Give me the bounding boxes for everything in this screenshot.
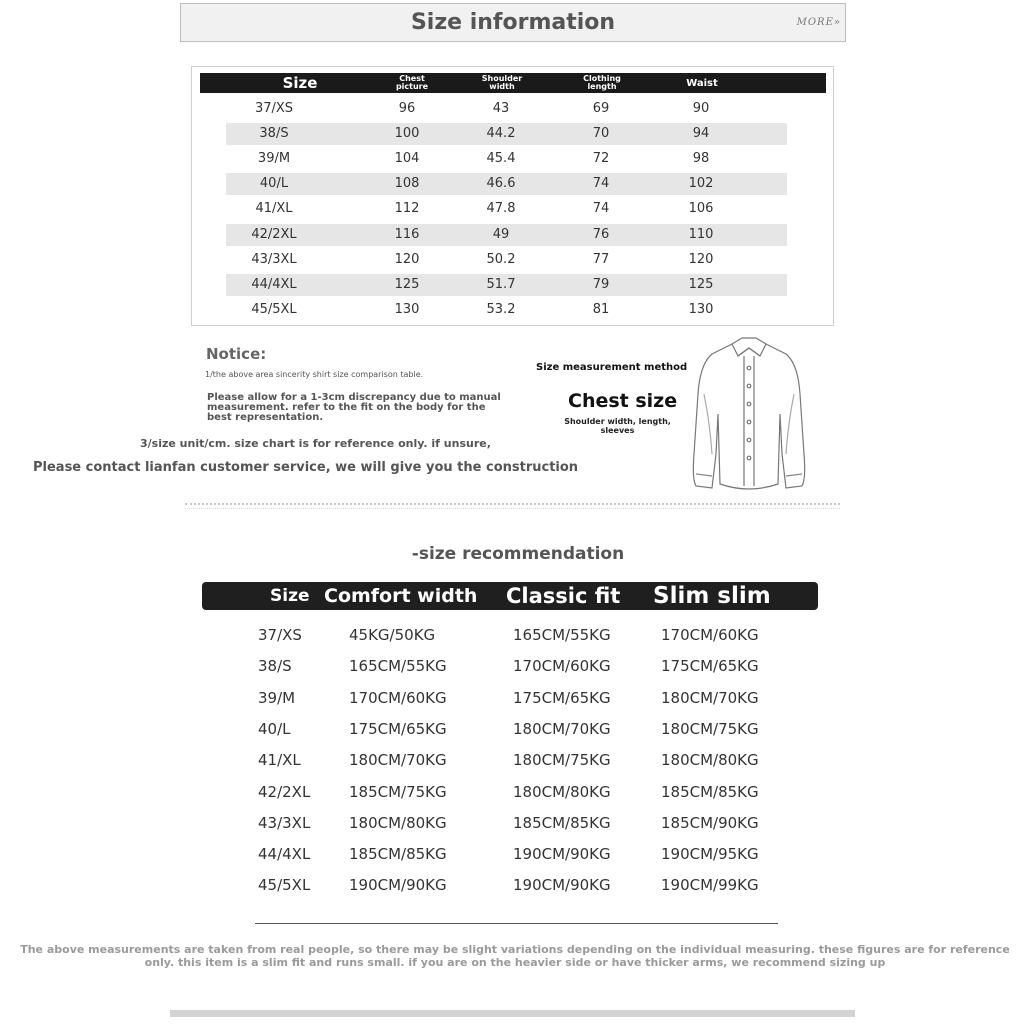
size-cell: 74 [592,201,610,217]
shirt-outline-icon [684,334,814,500]
rec-value-cell: 165CM/55KG [349,657,447,676]
size-cell: 90 [692,101,710,116]
size-cell: 49 [492,226,510,242]
rec-value-cell: 185CM/85KG [349,845,447,864]
notice-line-4: Please contact lianfan customer service, we will give you the construction [33,460,579,475]
size-cell: 45.4 [486,151,516,167]
rec-size-cell: 43/3XL [258,813,311,832]
rec-header-slim: Slim slim [653,583,771,609]
size-cell: 79 [592,276,610,292]
header-chest-line1: Chest [399,74,425,83]
rec-value-cell: 175CM/65KG [661,657,759,676]
size-cell: 43 [492,101,510,116]
rec-value-cell: 180CM/80KG [661,751,759,770]
size-cell: 125 [688,276,714,292]
size-row [226,249,787,271]
page-title: Size information [410,10,616,35]
rec-value-cell: 170CM/60KG [661,626,759,644]
rec-value-cell: 180CM/80KG [513,782,611,801]
measurement-subtitle: Shoulder width, length, sleeves [564,417,671,435]
rec-value-cell: 180CM/70KG [661,688,759,707]
rec-value-cell: 190CM/95KG [661,845,759,864]
size-row [226,198,787,220]
size-cell: 47.8 [486,201,516,217]
size-cell: 70 [592,126,610,142]
header-length-line1: Clothing [583,74,621,83]
rec-value-cell: 185CM/90KG [661,813,759,832]
rec-value-cell: 180CM/75KG [513,751,611,770]
size-cell: 72 [592,151,610,167]
rec-size-cell: 42/2XL [258,782,311,801]
footer-note: The above measurements are taken from real people, so there may be slight variations depending on the individual measuring. these figures are for reference only. this item is a slim fit and runs small. if you are on the heavier side or have thicker arms, we recommend sizing up [20,943,1010,969]
rec-header-size: Size [270,586,310,606]
rec-value-cell: 190CM/99KG [661,876,759,895]
header-shoulder [462,73,542,93]
rec-size-cell: 40/L [258,719,291,738]
rec-value-cell: 45KG/50KG [349,626,436,644]
size-cell: 120 [688,251,714,267]
size-cell: 94 [692,126,710,142]
size-cell: 50.2 [486,251,516,267]
size-cell: 42/2XL [251,226,297,242]
rec-size-cell: 45/5XL [258,876,311,895]
size-cell: 41/XL [255,201,293,217]
size-cell: 98 [692,151,710,167]
size-row [226,123,787,145]
recommendation-title: -size recommendation [411,544,625,564]
header-chest-line2: picture [395,82,429,91]
size-cell: 125 [394,276,420,292]
chest-size-label: Chest size [568,390,678,412]
size-cell: 45/5XL [251,301,297,317]
size-cell: 39/M [257,151,291,167]
rec-header-comfort: Comfort width [324,585,478,607]
header-waist: Waist [686,77,718,89]
recommendation-rule [255,923,778,924]
size-cell: 77 [592,251,610,267]
header-banner [180,3,846,42]
header-length-line2: length [587,82,617,91]
header-size: Size [282,74,318,92]
header-shoulder-line2: width [489,82,515,91]
size-cell: 130 [688,301,714,317]
size-row [226,173,787,195]
rec-header-classic: Classic fit [506,584,621,608]
size-cell: 37/XS [254,101,294,116]
size-chart-panel [191,66,834,326]
rec-value-cell: 175CM/65KG [513,688,611,707]
size-cell: 40/L [259,176,289,192]
rec-value-cell: 185CM/75KG [349,782,447,801]
recommendation-header [202,582,818,610]
size-cell: 44/4XL [251,276,297,292]
header-chest [372,73,452,93]
rec-size-cell: 41/XL [258,751,301,770]
size-row [226,148,787,170]
rec-value-cell: 180CM/70KG [349,751,447,770]
size-cell: 46.6 [486,176,516,192]
footer-bar [170,1010,855,1017]
size-cell: 76 [592,226,610,242]
size-chart-header [200,73,826,93]
size-row [226,98,787,120]
rec-size-cell: 44/4XL [258,845,311,864]
size-cell: 110 [688,226,714,242]
rec-value-cell: 185CM/85KG [661,782,759,801]
size-cell: 112 [394,201,420,217]
header-shoulder-line1: Shoulder [481,74,523,83]
size-cell: 51.7 [486,276,516,292]
more-link[interactable]: MORE» [796,17,841,28]
notice-title: Notice: [206,345,267,363]
size-cell: 102 [688,176,714,192]
rec-value-cell: 180CM/80KG [349,813,447,832]
notice-line-1: 1/the above area sincerity shirt size comparison table. [205,370,424,379]
rec-value-cell: 190CM/90KG [349,876,447,895]
rec-value-cell: 180CM/70KG [513,719,611,738]
size-row [226,224,787,246]
size-cell: 130 [394,301,420,317]
rec-value-cell: 190CM/90KG [513,876,611,895]
rec-value-cell: 165CM/55KG [513,626,611,644]
size-row [226,299,787,321]
rec-size-cell: 39/M [258,688,296,707]
measurement-title: Size measurement method [536,362,688,373]
size-cell: 106 [688,201,714,217]
size-cell: 108 [394,176,420,192]
rec-value-cell: 190CM/90KG [513,845,611,864]
rec-size-cell: 37/XS [258,626,302,644]
size-cell: 96 [398,101,416,116]
rec-value-cell: 175CM/65KG [349,719,447,738]
size-cell: 74 [592,176,610,192]
notice-line-3: 3/size unit/cm. size chart is for reference only. if unsure, [140,437,491,450]
notice-line-2: Please allow for a 1-3cm discrepancy due to manual measurement. refer to the fit on the body for the best representation. [207,392,501,423]
rec-value-cell: 170CM/60KG [349,688,447,707]
size-cell: 120 [394,251,420,267]
size-row [226,274,787,296]
size-cell: 53.2 [486,301,516,317]
header-length [562,73,642,93]
rec-value-cell: 185CM/85KG [513,813,611,832]
size-cell: 69 [592,101,610,116]
size-cell: 104 [394,151,420,167]
rec-size-cell: 38/S [258,657,292,676]
size-cell: 116 [394,226,420,242]
size-cell: 81 [592,301,610,317]
size-cell: 38/S [259,126,289,142]
size-cell: 44.2 [486,126,516,142]
size-cell: 43/3XL [251,251,297,267]
section-divider [185,503,840,509]
size-cell: 100 [394,126,420,142]
rec-value-cell: 170CM/60KG [513,657,611,676]
rec-value-cell: 180CM/75KG [661,719,759,738]
